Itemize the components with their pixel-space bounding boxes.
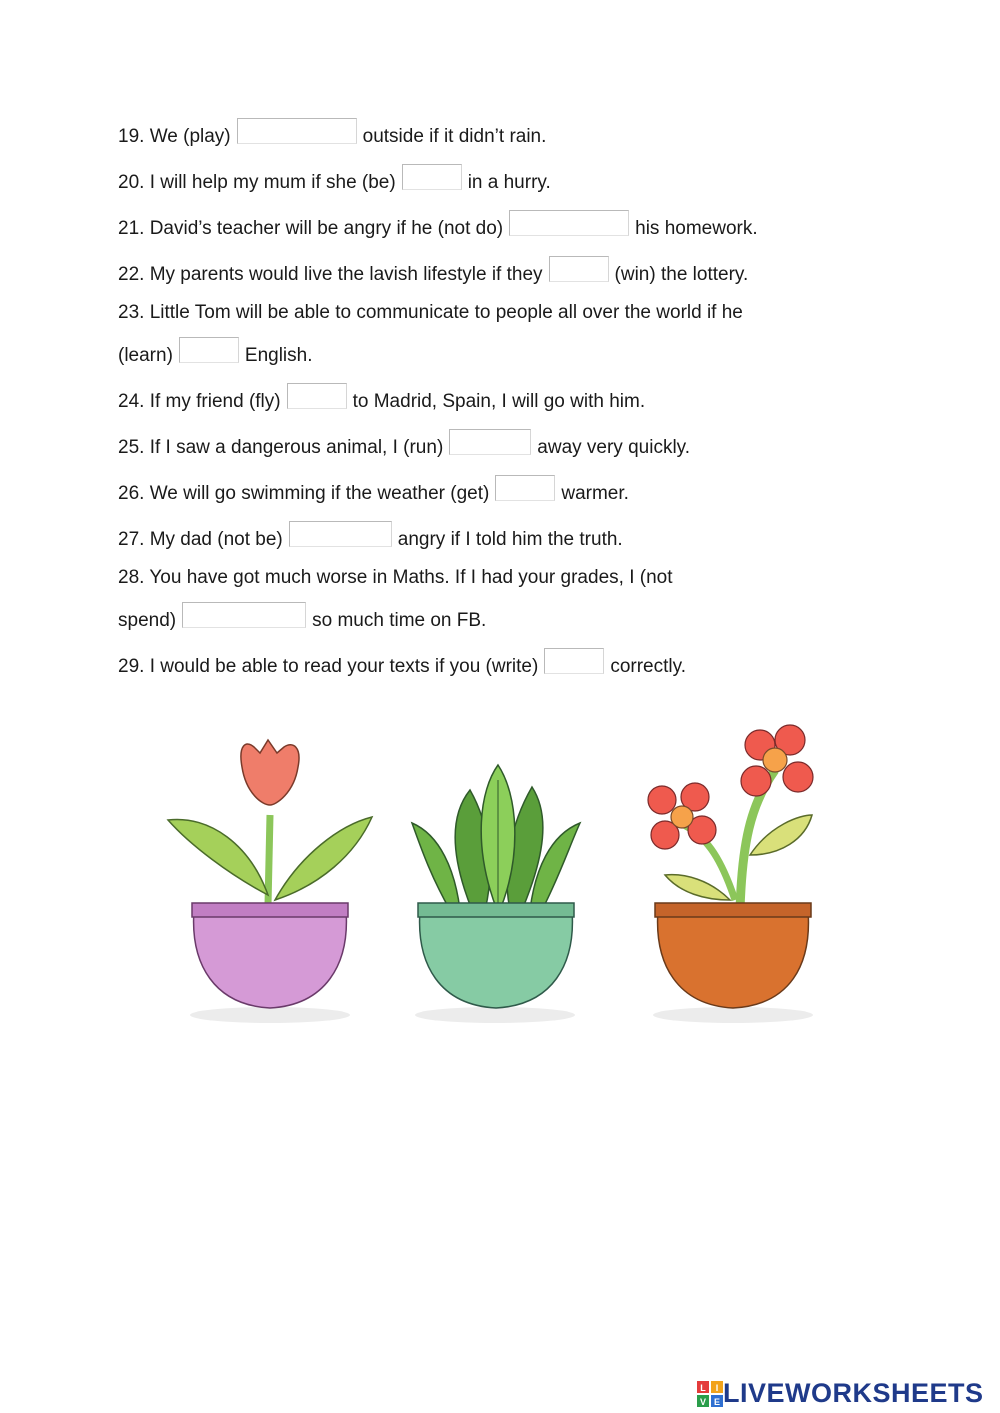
potted-plants-illustration — [150, 705, 830, 1035]
question-text: 27. My dad (not be) — [118, 529, 283, 550]
question-text: 29. I would be able to read your texts if you (write) — [118, 656, 539, 677]
svg-text:E: E — [713, 1396, 721, 1407]
liveworksheets-logo-icon — [697, 1381, 723, 1407]
answer-input-29[interactable] — [544, 648, 604, 674]
question-21 — [118, 210, 758, 242]
question-text: (learn) — [118, 345, 173, 366]
question-text: 21. David’s teacher will be angry if he (not do) — [118, 218, 504, 239]
pot-shadow — [653, 1007, 813, 1023]
answer-input-22[interactable] — [549, 256, 609, 282]
question-text: angry if I told him the truth. — [397, 529, 623, 550]
question-text: so much time on FB. — [312, 610, 487, 631]
green-pot — [418, 903, 574, 1008]
question-27 — [118, 521, 623, 553]
question-text: 20. I will help my mum if she (be) — [118, 172, 396, 193]
flower-left — [648, 783, 716, 849]
answer-input-25[interactable] — [449, 429, 531, 455]
question-text: to Madrid, Spain, I will go with him. — [352, 391, 646, 412]
answer-input-23[interactable] — [179, 337, 239, 363]
answer-input-20[interactable] — [402, 164, 462, 190]
answer-input-28[interactable] — [182, 602, 306, 628]
question-text: 22. My parents would live the lavish lifestyle if they — [118, 264, 543, 285]
question-text: spend) — [118, 610, 177, 631]
question-text: 23. Little Tom will be able to communicate to people all over the world if he — [118, 302, 743, 323]
question-28 — [118, 602, 486, 634]
question-text: (win) the lottery. — [614, 264, 749, 285]
orange-pot — [655, 903, 811, 1008]
question-28-line1 — [118, 567, 673, 591]
answer-input-24[interactable] — [287, 383, 347, 409]
question-22 — [118, 256, 748, 288]
question-text: in a hurry. — [467, 172, 551, 193]
question-24 — [118, 383, 645, 415]
question-text: 19. We (play) — [118, 126, 231, 147]
question-text: away very quickly. — [537, 437, 691, 458]
question-text: correctly. — [610, 656, 686, 677]
question-text: 25. If I saw a dangerous animal, I (run) — [118, 437, 444, 458]
question-text: 26. We will go swimming if the weather (get) — [118, 483, 490, 504]
question-20 — [118, 164, 551, 196]
pot-shadow — [415, 1007, 575, 1023]
question-text: English. — [244, 345, 313, 366]
question-23-line1 — [118, 302, 743, 326]
question-text: 28. You have got much worse in Maths. If I had your grades, I (not — [118, 567, 673, 588]
question-text: warmer. — [561, 483, 629, 504]
question-25 — [118, 429, 690, 461]
question-26 — [118, 475, 629, 507]
question-text: his homework. — [635, 218, 758, 239]
question-19 — [118, 118, 546, 150]
question-text: 24. If my friend (fly) — [118, 391, 281, 412]
tulip-plant — [168, 740, 372, 905]
svg-text:L: L — [700, 1382, 706, 1393]
liveworksheets-logo — [697, 1378, 984, 1409]
svg-text:V: V — [699, 1396, 707, 1407]
answer-input-21[interactable] — [509, 210, 629, 236]
answer-input-26[interactable] — [495, 475, 555, 501]
answer-input-19[interactable] — [237, 118, 357, 144]
pot-shadow — [190, 1007, 350, 1023]
question-23 — [118, 337, 313, 369]
flower-top — [741, 725, 813, 796]
leafy-plant — [412, 765, 580, 910]
svg-text:I: I — [715, 1382, 719, 1393]
answer-input-27[interactable] — [289, 521, 392, 547]
question-29 — [118, 648, 686, 680]
question-text: outside if it didn’t rain. — [362, 126, 547, 147]
purple-pot — [192, 903, 348, 1008]
brand-name: LIVEWORKSHEETS — [723, 1378, 984, 1408]
flower-plant — [648, 725, 813, 910]
